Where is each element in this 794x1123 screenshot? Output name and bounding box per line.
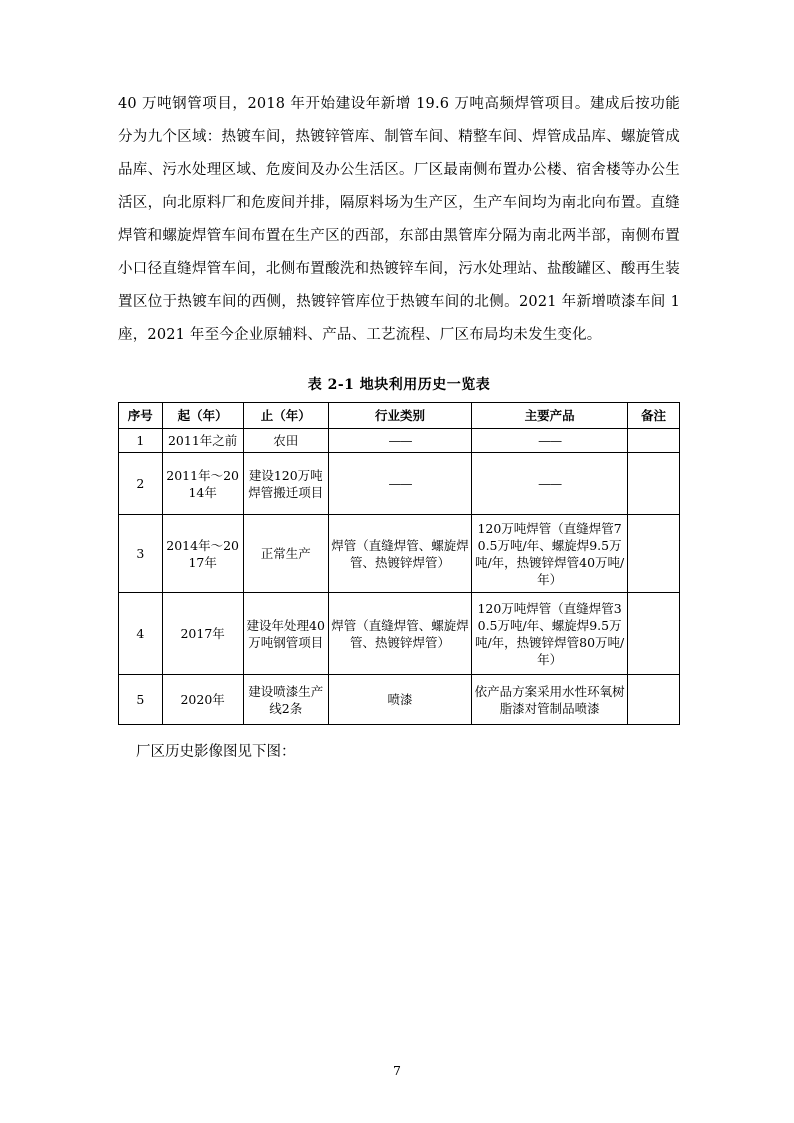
page-content <box>118 88 680 767</box>
header-end: 止（年） <box>243 403 328 429</box>
cell-start: 2011年～2014年 <box>162 453 243 515</box>
cell-product: —— <box>472 453 628 515</box>
land-use-history-table <box>118 402 680 725</box>
cell-industry: —— <box>328 429 471 453</box>
cell-remark <box>628 515 680 593</box>
body-paragraph: 40 万吨钢管项目，2018 年开始建设年新增 19.6 万吨高频焊管项目。建成后按功能分为九个区域：热镀车间，热镀锌管库、制管车间、精整车间、焊管成品库、螺旋管成品库、污水处理区域、危废间及办公生活区。厂区最南侧布置办公楼、宿舍楼等办公生活区，向北原料厂和危废间并排，隔原料场为生产区，生产车间均为南北向布置。直缝焊管和螺旋焊管车间布置在生产区的西部，东部由黑管库分隔为南北两半部，南侧布置小口径直缝焊管车间，北侧布置酸洗和热镀锌车间，污水处理站、盐酸罐区、酸再生装置区位于热镀车间的西侧，热镀锌管库位于热镀车间的北侧。2021 年新增喷漆车间 1 座，2021 年至今企业原辅料、产品、工艺流程、厂区布局均未发生变化。 <box>118 96 680 343</box>
after-table-text: 厂区历史影像图见下图： <box>136 744 296 760</box>
table-row <box>119 429 680 453</box>
cell-industry: 焊管（直缝焊管、螺旋焊管、热镀锌焊管） <box>328 593 471 675</box>
table-caption: 表 2-1 地块利用历史一览表 <box>307 377 491 393</box>
cell-industry: 喷漆 <box>328 675 471 725</box>
cell-product: 120万吨焊管（直缝焊管30.5万吨/年、螺旋焊9.5万吨/年，热镀锌焊管80万吨/年） <box>472 593 628 675</box>
cell-industry: —— <box>328 453 471 515</box>
cell-end: 建设喷漆生产线2条 <box>243 675 328 725</box>
cell-no: 1 <box>119 429 163 453</box>
cell-product: 120万吨焊管（直缝焊管70.5万吨/年、螺旋焊9.5万吨/年，热镀锌焊管40万吨/年） <box>472 515 628 593</box>
cell-no: 3 <box>119 515 163 593</box>
cell-product: —— <box>472 429 628 453</box>
header-remark: 备注 <box>628 403 680 429</box>
cell-start: 2014年～2017年 <box>162 515 243 593</box>
table-row <box>119 593 680 675</box>
table-row <box>119 453 680 515</box>
cell-remark <box>628 593 680 675</box>
cell-end: 正常生产 <box>243 515 328 593</box>
cell-no: 2 <box>119 453 163 515</box>
cell-remark <box>628 453 680 515</box>
cell-start: 2020年 <box>162 675 243 725</box>
cell-end: 农田 <box>243 429 328 453</box>
cell-product: 依产品方案采用水性环氧树脂漆对管制品喷漆 <box>472 675 628 725</box>
cell-remark <box>628 675 680 725</box>
table-row <box>119 515 680 593</box>
cell-end: 建设120万吨焊管搬迁项目 <box>243 453 328 515</box>
header-product: 主要产品 <box>472 403 628 429</box>
cell-no: 5 <box>119 675 163 725</box>
table-header-row <box>119 403 680 429</box>
header-no: 序号 <box>119 403 163 429</box>
cell-no: 4 <box>119 593 163 675</box>
table-row <box>119 675 680 725</box>
page-number: 7 <box>393 1063 401 1078</box>
header-start: 起（年） <box>162 403 243 429</box>
cell-end: 建设年处理40万吨钢管项目 <box>243 593 328 675</box>
header-industry: 行业类别 <box>328 403 471 429</box>
cell-start: 2011年之前 <box>162 429 243 453</box>
cell-industry: 焊管（直缝焊管、螺旋焊管、热镀锌焊管） <box>328 515 471 593</box>
cell-remark <box>628 429 680 453</box>
cell-start: 2017年 <box>162 593 243 675</box>
